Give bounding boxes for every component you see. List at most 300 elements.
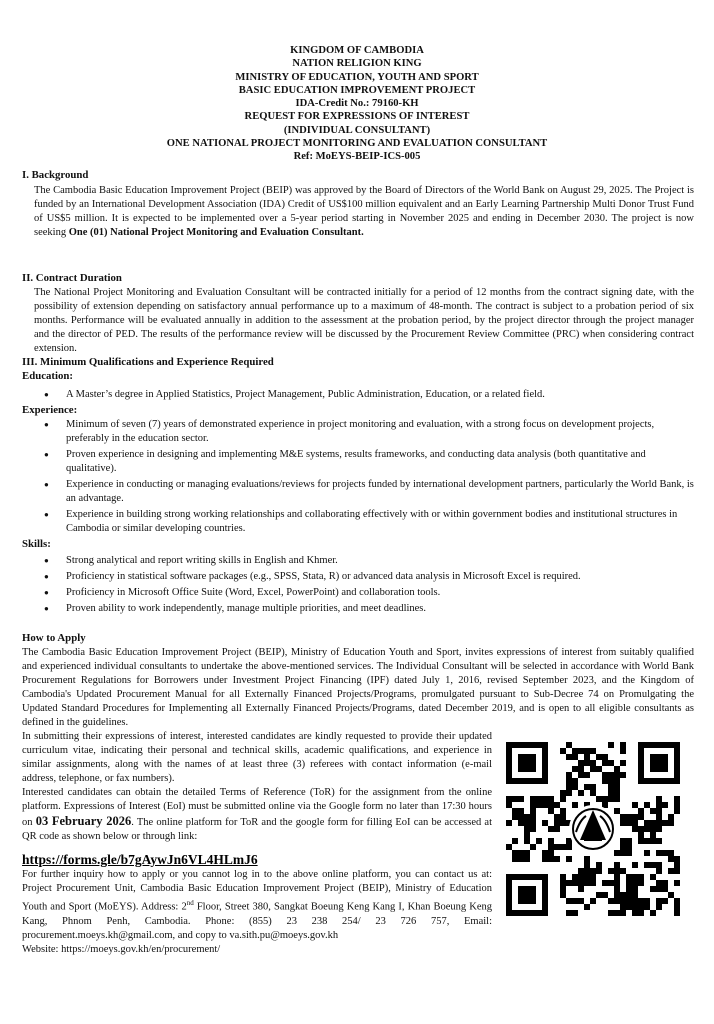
qr-module	[638, 826, 644, 832]
qr-finder-bottom-left	[506, 874, 548, 916]
qr-module	[596, 796, 602, 802]
qr-module	[626, 904, 632, 910]
qr-module	[620, 742, 626, 748]
qr-module	[560, 790, 566, 796]
qr-module	[584, 748, 590, 754]
background-position-name: One (01) National Project Monitoring and Evaluation Consultant.	[68, 227, 364, 238]
qr-module	[674, 880, 680, 886]
qr-module	[554, 802, 560, 808]
qr-module	[566, 784, 572, 790]
qr-code-image[interactable]	[500, 736, 686, 922]
qr-module	[536, 796, 542, 802]
qr-module	[650, 910, 656, 916]
qr-module	[644, 820, 650, 826]
qr-module	[620, 904, 626, 910]
qr-module	[578, 880, 584, 886]
qr-module	[614, 790, 620, 796]
qr-module	[614, 784, 620, 790]
qr-module	[656, 838, 662, 844]
qr-module	[608, 772, 614, 778]
qr-module	[620, 844, 626, 850]
tor-text-part2: . The online platform for ToR and the google form for filling EoI can be accessed at QR code as shown below or through link:	[22, 817, 493, 842]
how-to-apply-intro: The Cambodia Basic Education Improvement Project (BEIP), Ministry of Education Youth and Sport, invites expressions of interest from suitably qualified and experienced individual consultants to undertake the above-mentioned services. The Individual Consultant will be selected in accordance with World Bank Procurement Regulations for Borrowers under Investment Project Financing (IPF) dated July 1, 2016, revised September 2023, and the Kingdom of Cambodia's Updated Procurement Manual for all Externally Financed Projects/Programs, promulgated pursuant to Sub-Decree 74 on Promulgating the Updated Standard Procedures for Implementing all Externally Financed Projects/Programs, dated December 2019, and is open to all eligible consultants as defined in the guidelines.	[22, 647, 694, 728]
qr-module	[554, 826, 560, 832]
qr-module	[614, 874, 620, 880]
qr-finder-top-left	[506, 742, 548, 784]
background-body: The Cambodia Basic Education Improvement Project (BEIP) was approved by the Board of Directors of the World Bank on August 29, 2025. The Project is funded by an International Development Association (IDA) Credit of US$100 million equivalent and an Early Learning Partnership Multi Donor Trust Fund of US$5 million. It is expected to be implemented over a 5-year period starting in November 2025 and ending in December 2030. The project is now seeking	[34, 185, 694, 238]
qr-module	[512, 814, 518, 820]
qr-module	[614, 898, 620, 904]
qr-module	[584, 868, 590, 874]
list-item: ● Experience in building strong working relationships and collaborating effectively with or within government bodies and institutional structures in Cambodia or similar developing countries.	[44, 508, 694, 536]
qr-module	[614, 850, 620, 856]
qr-module	[626, 844, 632, 850]
qr-module	[644, 904, 650, 910]
qr-module	[566, 790, 572, 796]
google-form-link[interactable]: https://forms.gle/b7gAywJn6VL4HLmJ6	[22, 852, 258, 867]
qr-module	[572, 778, 578, 784]
qr-module	[638, 898, 644, 904]
qr-module	[524, 832, 530, 838]
qr-module	[656, 814, 662, 820]
qr-module	[632, 814, 638, 820]
qr-module	[626, 850, 632, 856]
qr-module	[626, 814, 632, 820]
list-item: ● Proficiency in Microsoft Office Suite (Word, Excel, PowerPoint) and collaboration tools.	[44, 586, 694, 600]
qr-module	[572, 784, 578, 790]
qr-module	[656, 820, 662, 826]
qr-module	[650, 826, 656, 832]
qr-module	[518, 856, 524, 862]
qr-module	[626, 898, 632, 904]
qr-module	[614, 796, 620, 802]
qr-module	[608, 742, 614, 748]
qr-module	[608, 898, 614, 904]
qr-module	[530, 796, 536, 802]
qr-module	[608, 868, 614, 874]
qr-module	[644, 826, 650, 832]
qr-module	[524, 838, 530, 844]
qr-module	[560, 808, 566, 814]
qr-module	[620, 892, 626, 898]
qr-module	[638, 880, 644, 886]
qr-module	[518, 814, 524, 820]
qr-module	[530, 802, 536, 808]
qr-module	[584, 874, 590, 880]
header-request: REQUEST FOR EXPRESSIONS OF INTEREST	[244, 111, 470, 123]
qr-module	[632, 886, 638, 892]
list-item: ● Proven experience in designing and implementing M&E systems, results frameworks, and conducting data analysis (both quantitative and qualitative).	[44, 448, 694, 476]
qr-module	[590, 784, 596, 790]
qr-module	[572, 910, 578, 916]
qr-module	[584, 856, 590, 862]
qr-module	[656, 904, 662, 910]
qr-module	[632, 874, 638, 880]
qr-module	[584, 784, 590, 790]
qr-module	[632, 802, 638, 808]
qr-module	[602, 880, 608, 886]
qr-module	[632, 910, 638, 916]
qr-module	[530, 808, 536, 814]
header-motto: NATION RELIGION KING	[292, 58, 422, 70]
contact-part2: Floor, Street 380, Sangkat Boeung Keng Kang I, Khan Boeung Keng Kang, Phnom Penh, Cambodia. Phone: (855) 23 238 254/ 23 726 757, Email: procurement.moeys.kh@gmail.com, and copy to va.sith.pu@moeys.gov.kh	[22, 901, 493, 941]
qr-module	[632, 898, 638, 904]
submission-instructions	[22, 730, 492, 844]
qr-module	[608, 784, 614, 790]
qr-module	[632, 862, 638, 868]
qualifications-heading: III. Minimum Qualifications and Experience Required	[22, 356, 274, 368]
qr-module	[584, 760, 590, 766]
qr-module	[614, 880, 620, 886]
qr-module	[632, 904, 638, 910]
header-project: BASIC EDUCATION IMPROVEMENT PROJECT	[238, 84, 476, 96]
qr-module	[638, 874, 644, 880]
qr-module	[542, 856, 548, 862]
qr-module	[668, 820, 674, 826]
qr-module	[650, 886, 656, 892]
qr-module	[668, 814, 674, 820]
qr-module	[524, 814, 530, 820]
qr-module	[560, 892, 566, 898]
qr-module	[542, 850, 548, 856]
contact-text	[22, 868, 492, 943]
qr-module	[560, 880, 566, 886]
submission-deadline: 03 February 2026	[35, 814, 132, 828]
education-list	[44, 388, 694, 404]
qr-module	[620, 748, 626, 754]
qr-module	[548, 826, 554, 832]
qr-module	[638, 838, 644, 844]
qr-module	[614, 772, 620, 778]
qr-module	[656, 850, 662, 856]
qr-module	[524, 820, 530, 826]
qr-module	[644, 862, 650, 868]
qr-module	[548, 850, 554, 856]
qr-module	[668, 868, 674, 874]
qr-module	[560, 820, 566, 826]
qr-module	[590, 760, 596, 766]
qr-module	[596, 766, 602, 772]
qr-module	[548, 844, 554, 850]
qr-module	[674, 802, 680, 808]
qr-module	[644, 850, 650, 856]
qr-module	[572, 748, 578, 754]
list-item: ● Proven ability to work independently, manage multiple priorities, and meet deadlines.	[44, 602, 694, 616]
qr-module	[626, 880, 632, 886]
qr-module	[620, 760, 626, 766]
qr-module	[548, 796, 554, 802]
qr-module	[566, 772, 572, 778]
qr-module	[656, 880, 662, 886]
qr-module	[554, 856, 560, 862]
list-item: ● A Master’s degree in Applied Statistics, Project Management, Public Administration, Education, or a related field.	[44, 388, 694, 402]
qr-module	[542, 820, 548, 826]
background-heading: I. Background	[22, 169, 89, 181]
qr-module	[668, 850, 674, 856]
qr-module	[590, 748, 596, 754]
qr-module	[560, 844, 566, 850]
submission-text: In submitting their expressions of interest, interested candidates are kindly requested to provide their updated curriculum vitae, indicating their personal and technical skills, academic qualifications, and experience in similar assignments, along with the names of at least three (3) referees with contact information (e-mail address, telephone, or fax numbers).	[22, 731, 492, 784]
qr-module	[656, 898, 662, 904]
qr-module	[596, 754, 602, 760]
qr-module	[674, 862, 680, 868]
qr-module	[626, 886, 632, 892]
qr-module	[548, 838, 554, 844]
qr-module	[578, 760, 584, 766]
qr-module	[596, 868, 602, 874]
qr-module	[662, 898, 668, 904]
qr-module	[662, 886, 668, 892]
qr-module	[620, 772, 626, 778]
qr-module	[554, 820, 560, 826]
contract-text: The National Project Monitoring and Evaluation Consultant will be contracted initially for a period of 12 months from the contract signing date, with the possibility of extension depending on satisfactory annual performance up to a maximum of 48-month. The contract is subject to a probation period of six months. Performance will be evaluated annually in addition to the assessment at the probation period, by the project director through the project manager and the director of PED. The results of the performance review will be discussed by the Procurement Review Committee (PRC) when considering contract extension.	[34, 287, 694, 354]
qr-module	[566, 754, 572, 760]
qr-module	[578, 772, 584, 778]
qr-module	[584, 772, 590, 778]
qr-module	[578, 790, 584, 796]
qr-module	[632, 892, 638, 898]
document-header	[0, 44, 714, 164]
qr-module	[602, 796, 608, 802]
qr-module	[572, 802, 578, 808]
qr-module	[572, 880, 578, 886]
qr-module	[572, 874, 578, 880]
qr-module	[638, 910, 644, 916]
qr-module	[668, 856, 674, 862]
qr-module	[620, 850, 626, 856]
qr-module	[638, 808, 644, 814]
qr-module	[566, 778, 572, 784]
qr-module	[674, 910, 680, 916]
qr-module	[578, 898, 584, 904]
qr-module	[662, 820, 668, 826]
qr-module	[578, 886, 584, 892]
header-reference: Ref: MoEYS-BEIP-ICS-005	[293, 151, 421, 163]
qr-module	[656, 868, 662, 874]
qr-module	[590, 898, 596, 904]
contact-part1: For further inquiry how to apply or you cannot log in to the above online platform, you can contact us at: Project Procurement Unit, Cambodia Basic Education Improvement Project (BEIP), Ministry of Education Youth and Sport (MoEYS). Address: 2	[22, 869, 492, 913]
qr-module	[674, 856, 680, 862]
qr-module	[608, 778, 614, 784]
qr-module	[674, 904, 680, 910]
qr-module	[560, 886, 566, 892]
qr-module	[620, 910, 626, 916]
qr-module	[590, 868, 596, 874]
qr-module	[656, 802, 662, 808]
education-label: Education:	[22, 370, 73, 382]
qr-module	[602, 772, 608, 778]
how-to-apply-heading: How to Apply	[22, 632, 86, 644]
qr-module	[530, 826, 536, 832]
qr-module	[644, 802, 650, 808]
qr-module	[650, 832, 656, 838]
qr-module	[512, 796, 518, 802]
qr-module	[644, 898, 650, 904]
qr-module	[602, 760, 608, 766]
qr-module	[662, 880, 668, 886]
qr-module	[584, 904, 590, 910]
qr-module	[674, 796, 680, 802]
qr-module	[650, 874, 656, 880]
qr-module	[518, 850, 524, 856]
qr-module	[626, 892, 632, 898]
qr-module	[602, 778, 608, 784]
qr-module	[614, 808, 620, 814]
qr-module	[560, 814, 566, 820]
qr-module	[578, 748, 584, 754]
tor-text-part1: Interested candidates can obtain the detailed Terms of Reference (ToR) for the assignment from the online platform. Expressions of Interest (EoI) must be submitted online via the Google form no later than 17:30 hours on	[22, 787, 492, 828]
qr-module	[656, 796, 662, 802]
header-position: ONE NATIONAL PROJECT MONITORING AND EVALUATION CONSULTANT	[166, 138, 548, 150]
qr-module	[566, 856, 572, 862]
contract-heading: II. Contract Duration	[22, 272, 122, 284]
experience-list	[44, 418, 694, 538]
qr-module	[584, 862, 590, 868]
qr-module	[578, 868, 584, 874]
qr-module	[608, 880, 614, 886]
list-item: ● Experience in conducting or managing evaluations/reviews for projects funded by international development partners, particularly the World Bank, is an advantage.	[44, 478, 694, 506]
qr-module	[674, 808, 680, 814]
header-kingdom: KINGDOM OF CAMBODIA	[290, 45, 424, 56]
qr-module	[506, 820, 512, 826]
qr-module	[560, 874, 566, 880]
qr-module	[656, 808, 662, 814]
qr-module	[602, 802, 608, 808]
qr-module	[554, 844, 560, 850]
background-text	[34, 184, 694, 240]
qr-module	[506, 802, 512, 808]
qr-module	[524, 856, 530, 862]
contact-ordinal: nd	[186, 899, 194, 907]
header-credit: IDA-Credit No.: 79160-KH	[295, 98, 419, 110]
qr-module	[650, 862, 656, 868]
qr-module	[656, 862, 662, 868]
qr-module	[614, 862, 620, 868]
qr-module	[626, 874, 632, 880]
qr-module	[596, 892, 602, 898]
qr-module	[662, 802, 668, 808]
qr-code[interactable]	[500, 736, 686, 922]
qr-module	[536, 838, 542, 844]
qr-module	[614, 892, 620, 898]
qr-module	[674, 898, 680, 904]
qr-module	[674, 868, 680, 874]
qr-module	[512, 838, 518, 844]
qr-module	[566, 742, 572, 748]
qr-module	[572, 766, 578, 772]
qr-module	[536, 802, 542, 808]
qr-module	[614, 778, 620, 784]
qr-module	[638, 904, 644, 910]
qr-module	[656, 826, 662, 832]
qr-module	[566, 880, 572, 886]
qr-module	[542, 802, 548, 808]
qr-module	[548, 856, 554, 862]
qr-module	[590, 880, 596, 886]
tor-text	[22, 786, 492, 844]
qr-module	[524, 850, 530, 856]
skills-list	[44, 554, 694, 618]
qr-module	[530, 844, 536, 850]
qr-module	[512, 850, 518, 856]
qr-module	[566, 844, 572, 850]
header-ministry: MINISTRY OF EDUCATION, YOUTH AND SPORT	[235, 71, 479, 83]
qr-module	[620, 838, 626, 844]
qr-module	[518, 796, 524, 802]
header-consultant-type: (INDIVIDUAL CONSULTANT)	[283, 124, 431, 136]
qr-module	[566, 910, 572, 916]
qr-module	[560, 748, 566, 754]
qr-module	[548, 802, 554, 808]
qr-module	[548, 808, 554, 814]
qr-module	[590, 874, 596, 880]
skills-label: Skills:	[22, 538, 51, 550]
qr-module	[560, 796, 566, 802]
qr-module	[614, 766, 620, 772]
qr-module	[638, 832, 644, 838]
list-item: ● Minimum of seven (7) years of demonstrated experience in project monitoring and evaluation, with a strong focus on development projects, preferably in the education sector.	[44, 418, 694, 446]
qr-module	[578, 766, 584, 772]
qr-module	[512, 808, 518, 814]
qr-module	[542, 796, 548, 802]
qr-module	[620, 868, 626, 874]
qr-module	[506, 844, 512, 850]
qr-module	[626, 820, 632, 826]
qr-module	[578, 874, 584, 880]
qr-module	[614, 868, 620, 874]
qr-module	[650, 838, 656, 844]
qr-module	[614, 910, 620, 916]
qr-module	[644, 838, 650, 844]
qr-module	[620, 820, 626, 826]
qr-module	[608, 796, 614, 802]
list-item: ● Strong analytical and report writing skills in English and Khmer.	[44, 554, 694, 568]
qr-module	[572, 754, 578, 760]
qr-module	[614, 886, 620, 892]
qr-module	[530, 814, 536, 820]
qr-module	[626, 838, 632, 844]
qr-module	[590, 790, 596, 796]
ministry-emblem-icon	[569, 805, 617, 853]
qr-module	[506, 796, 512, 802]
qr-module	[518, 820, 524, 826]
qr-module	[662, 850, 668, 856]
qr-module	[596, 862, 602, 868]
qr-module	[668, 892, 674, 898]
list-item: ● Proficiency in statistical software packages (e.g., SPSS, Stata, R) or advanced data analysis in Microsoft Excel is required.	[44, 570, 694, 584]
qr-module	[518, 808, 524, 814]
qr-module	[566, 838, 572, 844]
qr-module	[650, 820, 656, 826]
qr-module	[620, 898, 626, 904]
qr-module	[584, 754, 590, 760]
qr-module	[530, 820, 536, 826]
qr-finder-top-right	[638, 742, 680, 784]
qr-module	[602, 754, 608, 760]
qr-module	[656, 886, 662, 892]
qr-module	[590, 766, 596, 772]
experience-label: Experience:	[22, 404, 78, 416]
qr-module	[608, 910, 614, 916]
website-line: Website: https://moeys.gov.kh/en/procurement/	[22, 943, 221, 955]
qr-module	[650, 808, 656, 814]
qr-module	[632, 880, 638, 886]
qr-module	[608, 760, 614, 766]
qr-module	[554, 814, 560, 820]
qr-module	[632, 826, 638, 832]
qr-module	[524, 826, 530, 832]
qr-module	[620, 814, 626, 820]
